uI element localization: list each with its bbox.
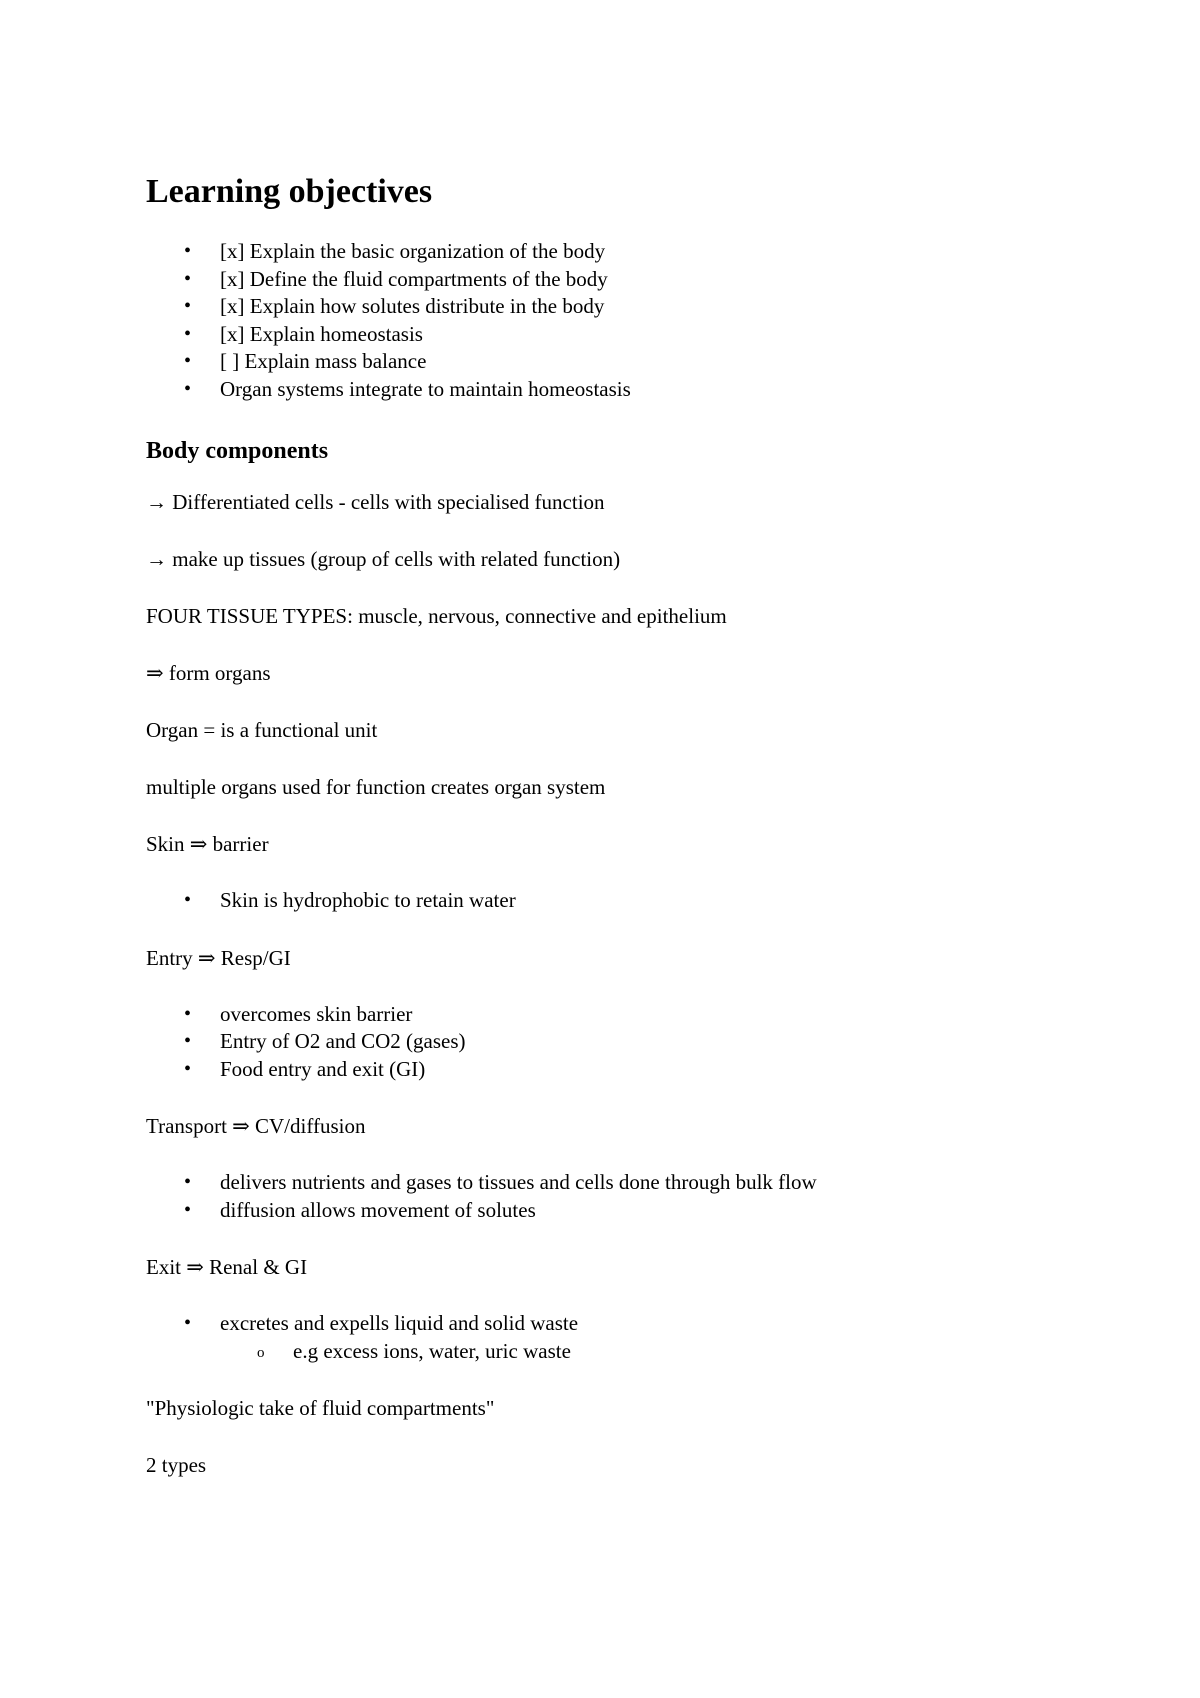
bullet-icon: • <box>184 240 192 262</box>
list-item: • [ ] Explain mass balance <box>146 348 1146 376</box>
skin-heading: Skin ⇒ barrier <box>146 832 269 856</box>
sub-list-item: o e.g excess ions, water, uric waste <box>146 1338 1146 1366</box>
bullet-icon: • <box>184 1198 192 1221</box>
paragraph: Organ = is a functional unit <box>146 718 378 742</box>
sub-bullet-icon: o <box>257 1344 265 1361</box>
entry-heading: Entry ⇒ Resp/GI <box>146 945 291 970</box>
list-item: • Entry of O2 and CO2 (gases) <box>146 1028 1146 1056</box>
types-text: 2 types <box>146 1453 207 1477</box>
bullet-icon: • <box>184 350 192 372</box>
nested-list-container <box>146 1338 1146 1366</box>
paragraph: ⇒ form organs <box>146 661 271 685</box>
bullet-icon: • <box>184 267 192 290</box>
quote-text: "Physiologic take of fluid compartments" <box>146 1396 495 1420</box>
paragraph: → Differentiated cells - cells with specialised function <box>146 490 605 514</box>
skin-list <box>146 887 1146 915</box>
entry-list <box>146 1001 1146 1084</box>
bullet-icon: • <box>184 1057 192 1080</box>
objectives-list <box>146 238 1146 403</box>
list-item: • diffusion allows movement of solutes <box>146 1197 1146 1225</box>
exit-heading: Exit ⇒ Renal & GI <box>146 1255 308 1279</box>
list-item: • Organ systems integrate to maintain homeostasis <box>146 376 1146 404</box>
paragraph: → make up tissues (group of cells with related function) <box>146 547 621 571</box>
transport-heading: Transport ⇒ CV/diffusion <box>146 1114 366 1138</box>
paragraph: multiple organs used for function creates organ system <box>146 775 606 799</box>
exit-list <box>146 1310 1146 1365</box>
transport-list <box>146 1169 1146 1224</box>
section-heading: Body components <box>146 438 329 464</box>
bullet-icon: • <box>184 1171 192 1193</box>
bullet-icon: • <box>184 1002 192 1025</box>
list-item: • Food entry and exit (GI) <box>146 1056 1146 1084</box>
bullet-icon: • <box>184 295 192 317</box>
exit-sublist <box>146 1338 1146 1366</box>
list-item: • [x] Define the fluid compartments of the body <box>146 266 1146 294</box>
bullet-icon: • <box>184 1312 192 1334</box>
bullet-icon: • <box>184 322 192 345</box>
bullet-icon: • <box>184 1030 192 1052</box>
list-item: • overcomes skin barrier <box>146 1001 1146 1029</box>
document-page <box>146 172 1146 1508</box>
list-item: • excretes and expells liquid and solid waste <box>146 1310 1146 1338</box>
page-title: Learning objectives <box>146 173 433 210</box>
bullet-icon: • <box>184 377 192 400</box>
bullet-icon: • <box>184 889 192 911</box>
list-item: • Skin is hydrophobic to retain water <box>146 887 1146 915</box>
list-item: • delivers nutrients and gases to tissues and cells done through bulk flow <box>146 1169 1146 1197</box>
list-item: • [x] Explain the basic organization of the body <box>146 238 1146 266</box>
paragraph: FOUR TISSUE TYPES: muscle, nervous, connective and epithelium <box>146 604 727 628</box>
list-item: • [x] Explain homeostasis <box>146 321 1146 349</box>
list-item: • [x] Explain how solutes distribute in the body <box>146 293 1146 321</box>
